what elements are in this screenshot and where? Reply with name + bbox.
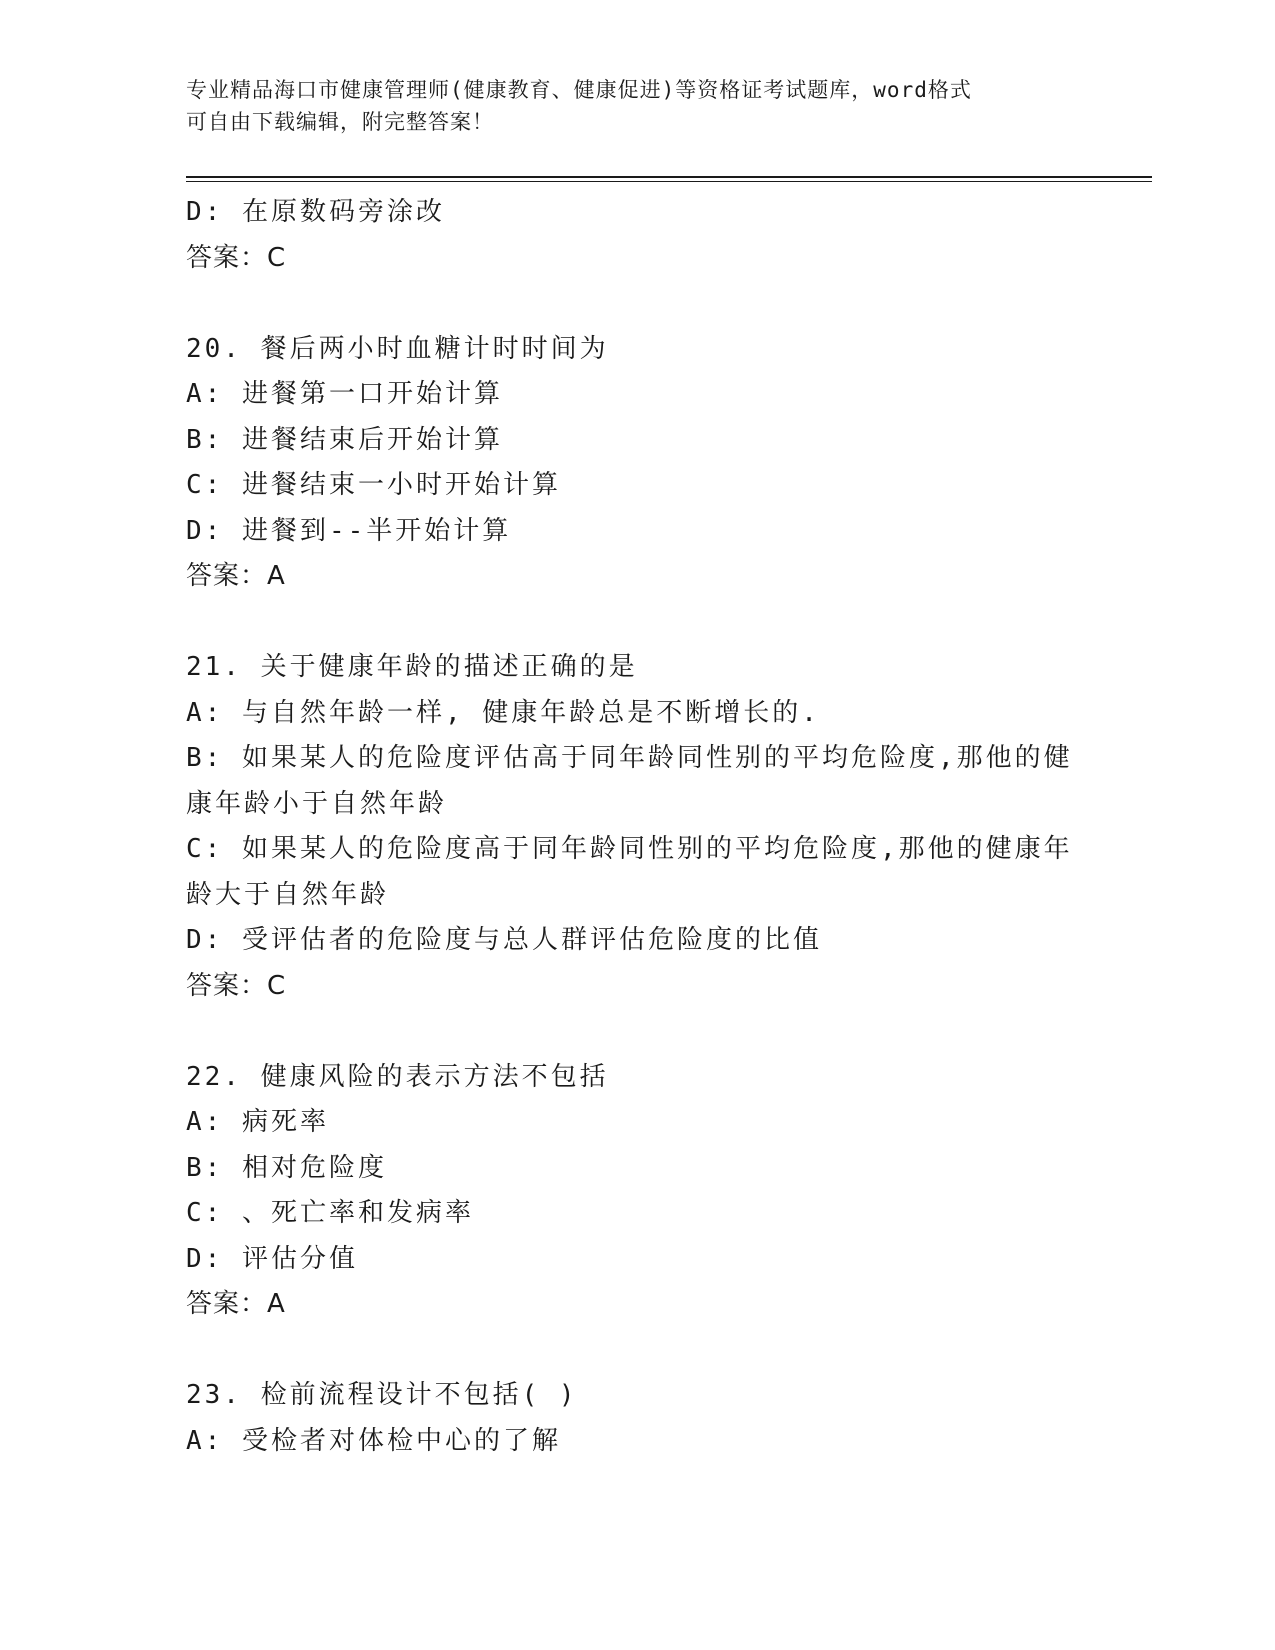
q21-option-a: A: 与自然年龄一样, 健康年龄总是不断增长的. [186,697,820,728]
spacer [186,1009,1066,1055]
q20-option-b: B: 进餐结束后开始计算 [186,424,503,455]
q20-answer: 答案：A [186,561,286,591]
spacer [186,281,1066,327]
q22-stem: 22. 健康风险的表示方法不包括 [186,1061,609,1092]
q22-option-c: C: 、死亡率和发病率 [186,1198,474,1228]
header-rule-thin [186,181,1152,182]
q23-stem: 23. 检前流程设计不包括( ) [186,1380,578,1410]
header-line-1: 专业精品海口市健康管理师(健康教育、健康促进)等资格证考试题库，word格式 [186,78,972,102]
spacer [186,1328,1066,1374]
q20-option-a: A: 进餐第一口开始计算 [186,379,503,409]
q22-option-a: A: 病死率 [186,1107,329,1137]
q19-answer: 答案：C [186,242,287,273]
header-rule-thick [186,176,1152,178]
q21-option-d: D: 受评估者的危险度与总人群评估危险度的比值 [186,925,822,955]
header-line-2: 可自由下载编辑，附完整答案！ [186,110,494,134]
document-header [186,74,1066,138]
q20-option-c: C: 进餐结束一小时开始计算 [186,470,561,500]
q19-option-d: D: 在原数码旁涂改 [186,197,445,227]
q21-option-b-line2: 康年龄小于自然年龄 [186,788,448,819]
q22-answer: 答案：A [186,1289,286,1319]
q21-answer: 答案：C [186,970,287,1001]
question-list [186,190,1073,1464]
q20-stem: 20. 餐后两小时血糖计时时间为 [186,333,609,364]
spacer [186,600,1066,646]
q21-option-b-line1: B: 如果某人的危险度评估高于同年龄同性别的平均危险度,那他的健 [186,743,1073,773]
q21-option-c-line2: 龄大于自然年龄 [186,879,390,910]
q22-option-d: D: 评估分值 [186,1243,358,1274]
q22-option-b: B: 相对危险度 [186,1152,387,1183]
q21-option-c-line1: C: 如果某人的危险度高于同年龄同性别的平均危险度,那他的健康年 [186,834,1073,864]
q23-option-a: A: 受检者对体检中心的了解 [186,1425,561,1456]
q20-option-d: D: 进餐到--半开始计算 [186,515,512,546]
q21-stem: 21. 关于健康年龄的描述正确的是 [186,652,638,682]
